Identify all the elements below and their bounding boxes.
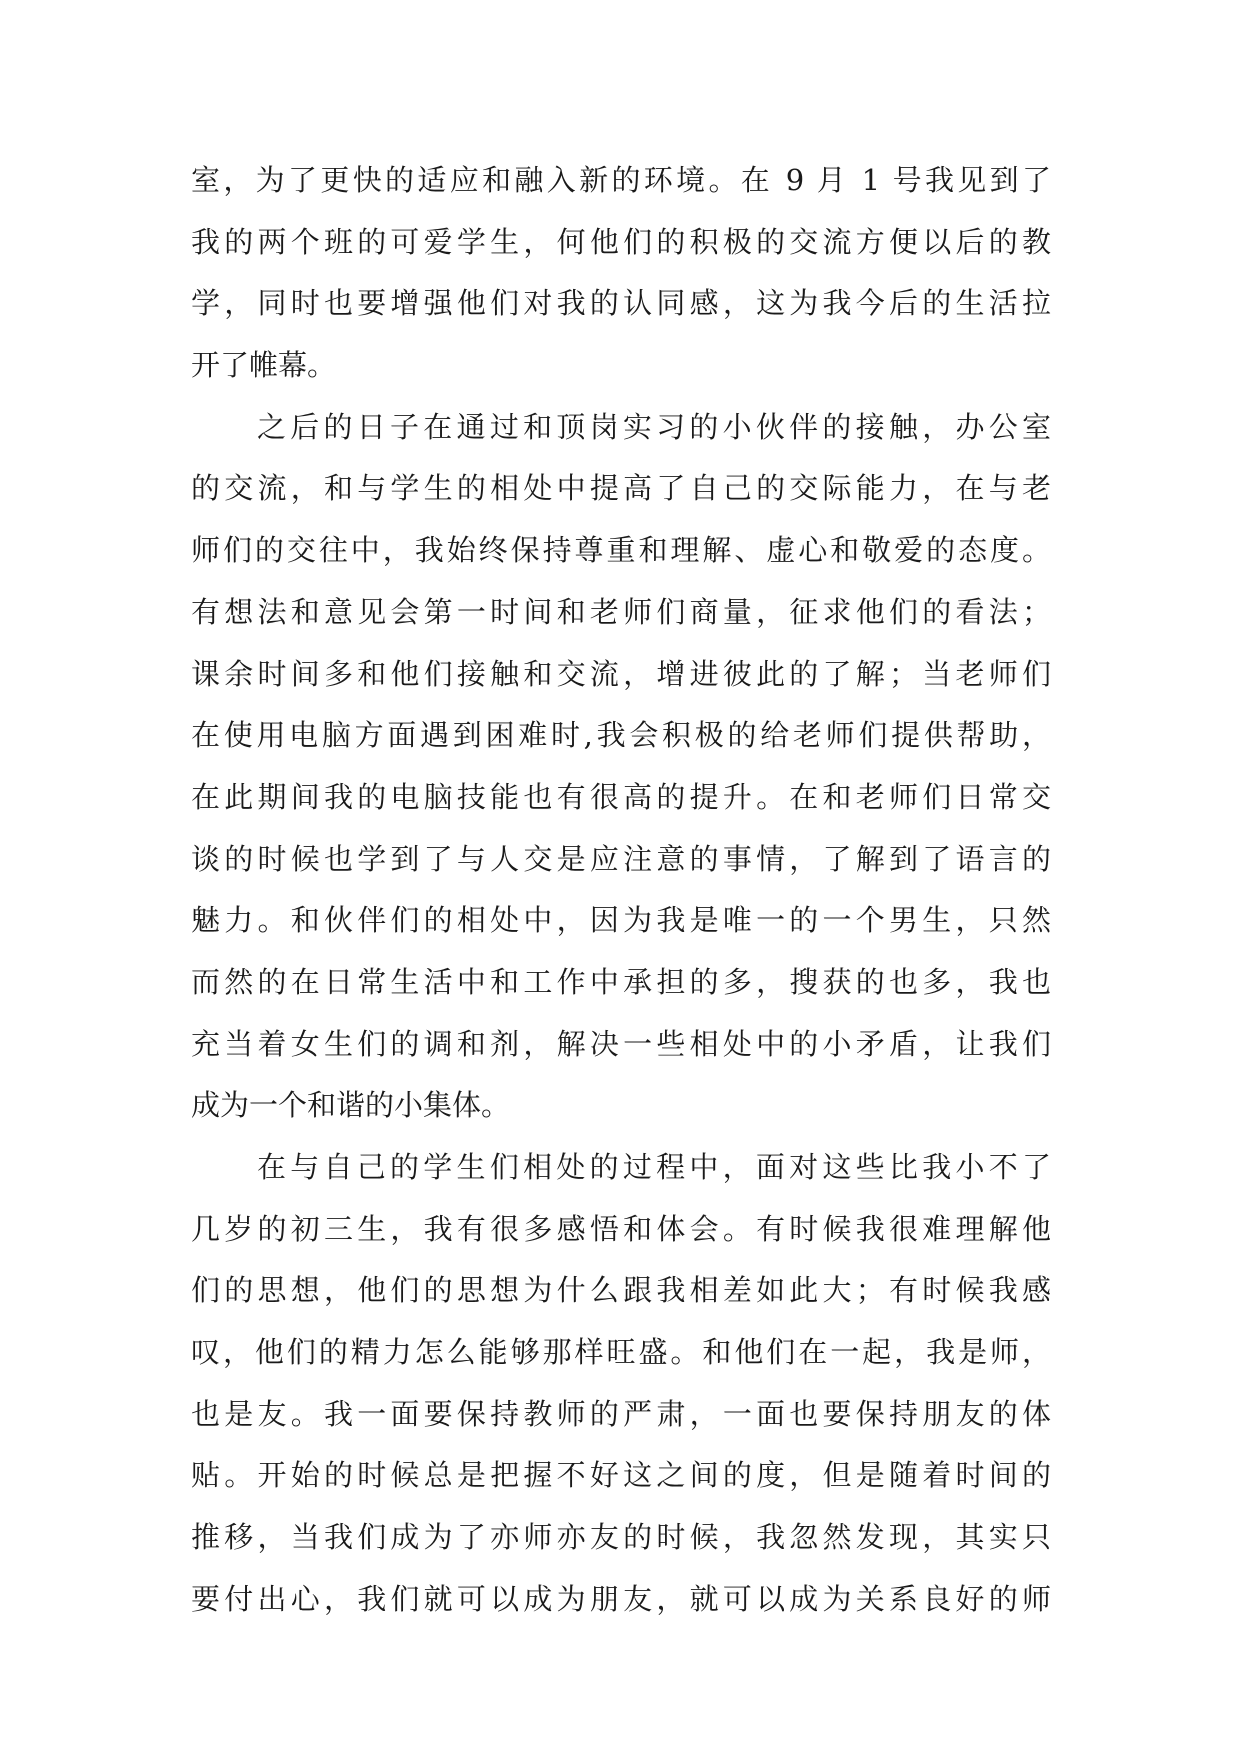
text-line: 推移，当我们成为了亦师亦友的时候，我忽然发现，其实只	[191, 1520, 1051, 1555]
text-line: 也是友。我一面要保持教师的严肃，一面也要保持朋友的体	[191, 1396, 1051, 1431]
text-line: 之后的日子在通过和顶岗实习的小伙伴的接触，办公室	[257, 409, 1051, 444]
text-line: 的交流，和与学生的相处中提高了自己的交际能力，在与老	[191, 471, 1051, 506]
text-line: 在此期间我的电脑技能也有很高的提升。在和老师们日常交	[191, 779, 1051, 814]
text-line: 学，同时也要增强他们对我的认同感，这为我今后的生活拉	[191, 286, 1051, 321]
text-line: 课余时间多和他们接触和交流，增进彼此的了解；当老师们	[191, 656, 1051, 691]
text-line: 有想法和意见会第一时间和老师们商量，征求他们的看法；	[191, 594, 1051, 629]
text-line: 谈的时候也学到了与人交是应注意的事情，了解到了语言的	[191, 841, 1051, 876]
text-line: 几岁的初三生，我有很多感悟和体会。有时候我很难理解他	[191, 1211, 1051, 1246]
text-line: 要付出心，我们就可以成为朋友，就可以成为关系良好的师	[191, 1581, 1051, 1616]
text-line: 贴。开始的时候总是把握不好这之间的度，但是随着时间的	[191, 1458, 1051, 1493]
text-line: 在使用电脑方面遇到困难时,我会积极的给老师们提供帮助，	[191, 718, 1051, 753]
text-line: 们的思想，他们的思想为什么跟我相差如此大；有时候我感	[191, 1273, 1051, 1308]
text-line: 开了帷幕。	[191, 348, 337, 383]
text-line: 师们的交往中，我始终保持尊重和理解、虚心和敬爱的态度。	[191, 533, 1051, 568]
body-text	[191, 150, 1051, 1631]
text-line: 而然的在日常生活中和工作中承担的多，搜获的也多，我也	[191, 964, 1051, 999]
text-line: 叹，他们的精力怎么能够那样旺盛。和他们在一起，我是师，	[191, 1335, 1051, 1370]
text-line: 魅力。和伙伴们的相处中，因为我是唯一的一个男生，只然	[191, 903, 1051, 938]
text-line: 我的两个班的可爱学生，何他们的积极的交流方便以后的教	[191, 224, 1051, 259]
text-line: 在与自己的学生们相处的过程中，面对这些比我小不了	[257, 1150, 1051, 1184]
text-line: 室，为了更快的适应和融入新的环境。在 9 月 1 号我见到了	[191, 163, 1051, 197]
text-line: 充当着女生们的调和剂，解决一些相处中的小矛盾，让我们	[191, 1026, 1051, 1061]
text-line: 成为一个和谐的小集体。	[191, 1088, 511, 1123]
